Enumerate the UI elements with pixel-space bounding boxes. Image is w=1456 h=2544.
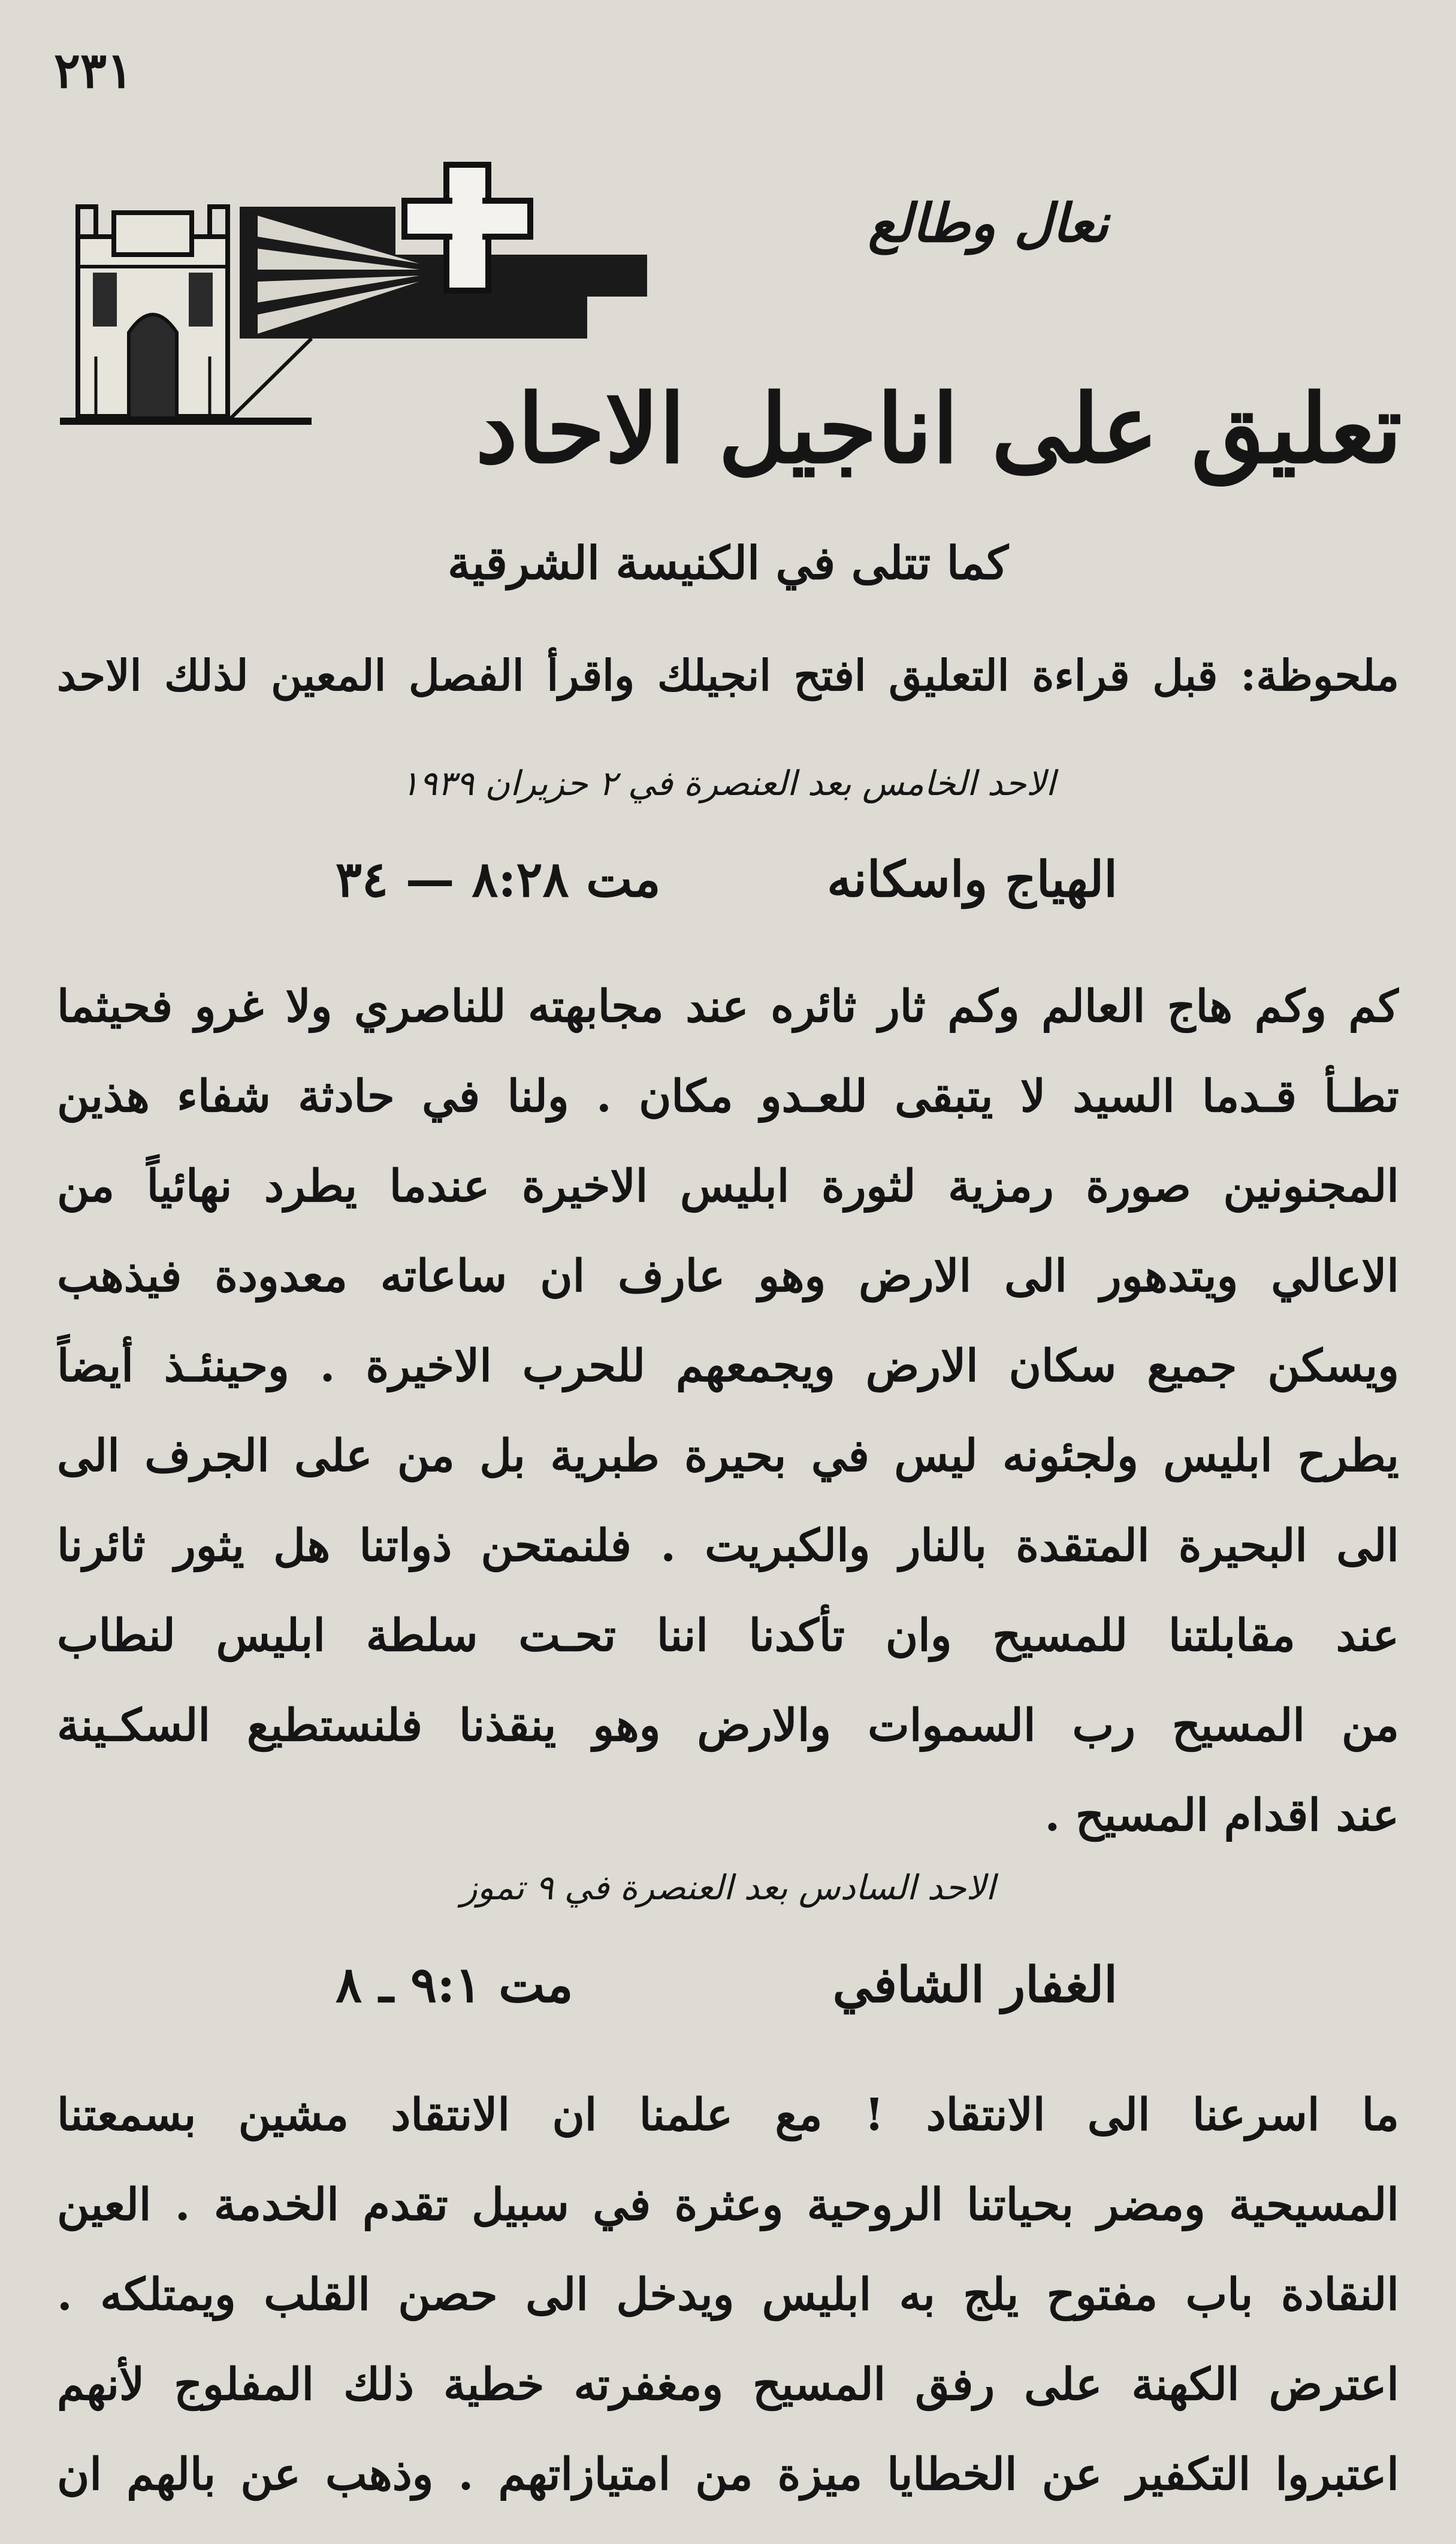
text-line: اعترض الكهنة على رفق المسيح ومغفرته خطية ذلك المفلوج لأنهم xyxy=(57,2359,1399,2410)
page-title: تعليق على اناجيل الاحاد xyxy=(475,374,1402,485)
commentary-paragraph xyxy=(57,2070,1399,2519)
reading-title: الهياج واسكانه xyxy=(827,851,1117,908)
text-line: يطرح ابليس ولجئونه ليس في بحيرة طبرية بل من على الجرف الى xyxy=(57,1430,1399,1482)
text-line: تطـأ قـدما السيد لا يتبقى للعـدو مكان . ولنا في حادثة شفاء هذين xyxy=(57,1071,1399,1122)
sunday-date-line: الاحد السادس بعد العنصرة في ٩ تموز xyxy=(461,1868,995,1908)
text-line: اعتبروا التكفير عن الخطايا ميزة من امتيازاتهم . وذهب عن بالهم ان xyxy=(57,2449,1399,2500)
note-line: ملحوظة: قبل قراءة التعليق افتح انجيلك واقرأ الفصل المعين لذلك الاحد xyxy=(57,650,1399,700)
text-line: الاعالي ويتدهور الى الارض وهو عارف ان ساعاته معدودة فيذهب xyxy=(57,1250,1399,1302)
text-line: النقادة باب مفتوح يلج به ابليس ويدخل الى حصن القلب ويمتلكه . xyxy=(57,2269,1399,2321)
subtitle: كما تتلى في الكنيسة الشرقية xyxy=(447,536,1009,590)
text-line: كم وكم هاج العالم وكم ثار ثائره عند مجابهته للناصري ولا غرو فحيثما xyxy=(57,981,1399,1032)
page-number: ٢٣١ xyxy=(54,42,134,99)
text-line: المسيحية ومضر بحياتنا الروحية وعثرة في سبيل تقدم الخدمة . العين xyxy=(57,2179,1399,2231)
reading-heading xyxy=(336,1956,1117,2014)
text-line: من المسيح رب السموات والارض وهو ينقذنا فلنستطيع السكـينة xyxy=(57,1700,1399,1751)
text-line: الى البحيرة المتقدة بالنار والكبريت . فلنمتحن ذواتنا هل يثور ثائرنا xyxy=(57,1520,1399,1572)
bible-reference: مت ٨:٢٨ — ٣٤ xyxy=(336,851,661,908)
reading-title: الغفار الشافي xyxy=(832,1956,1117,2014)
commentary-paragraph xyxy=(57,962,1399,1860)
text-line: ما اسرعنا الى الانتقاد ! مع علمنا ان الانتقاد مشين بسمعتنا xyxy=(57,2089,1399,2141)
text-line: المجنونين صورة رمزية لثورة ابليس الاخيرة عندما يطرد نهائياً من xyxy=(57,1161,1399,1212)
section-label: نعال وطالع xyxy=(868,192,1108,254)
text-line: ويسكن جميع سكان الارض ويجمعهم للحرب الاخيرة . وحينئـذ أيضاً xyxy=(57,1340,1399,1392)
text-line: عند اقدام المسيح . xyxy=(1044,1790,1399,1841)
sunday-date-line: الاحد الخامس بعد العنصرة في ٢ حزيران ١٩٣٩ xyxy=(400,764,1056,803)
reading-heading xyxy=(336,851,1117,908)
bible-reference: مت ٩:١ ـ ٨ xyxy=(336,1956,573,2014)
text-line: عند مقابلتنا للمسيح وان تأكدنا اننا تحـت سلطة ابليس لنطاب xyxy=(57,1610,1399,1661)
